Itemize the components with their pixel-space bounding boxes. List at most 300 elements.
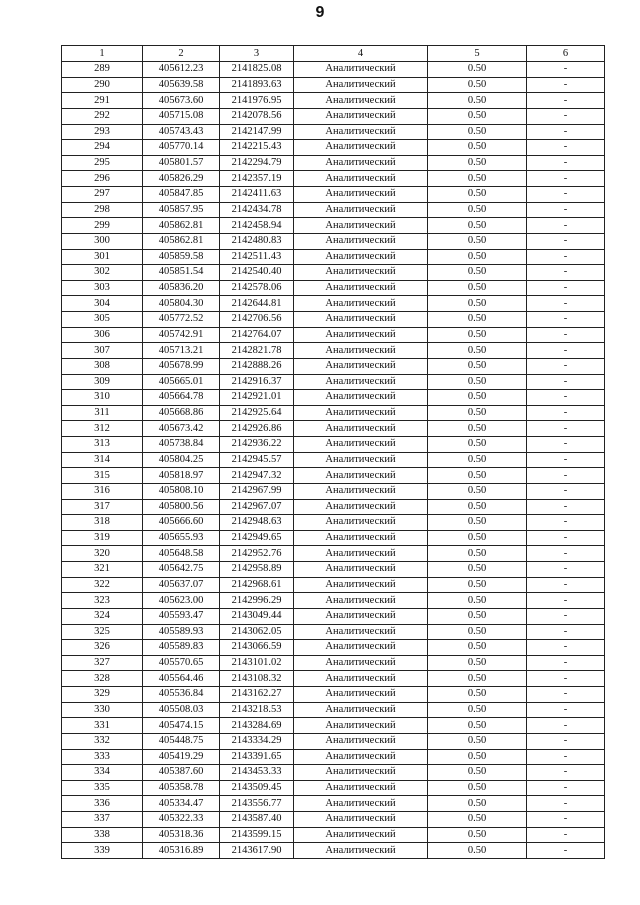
point-number-cell: 309: [62, 374, 143, 390]
table-row: [62, 593, 605, 609]
point-number-cell: 318: [62, 515, 143, 531]
method-cell: Аналитический: [294, 343, 428, 359]
y-coordinate-cell: 2142215.43: [220, 140, 294, 156]
y-coordinate-cell: 2142578.06: [220, 280, 294, 296]
y-coordinate-cell: 2143509.45: [220, 780, 294, 796]
table-row: [62, 796, 605, 812]
method-cell: Аналитический: [294, 421, 428, 437]
table-row: [62, 374, 605, 390]
note-cell: -: [527, 827, 605, 843]
method-cell: Аналитический: [294, 171, 428, 187]
method-cell: Аналитический: [294, 687, 428, 703]
accuracy-cell: 0.50: [428, 577, 527, 593]
x-coordinate-cell: 405612.23: [143, 62, 220, 78]
method-cell: Аналитический: [294, 187, 428, 203]
x-coordinate-cell: 405536.84: [143, 687, 220, 703]
coordinates-table: [61, 45, 605, 859]
x-coordinate-cell: 405826.29: [143, 171, 220, 187]
accuracy-cell: 0.50: [428, 655, 527, 671]
method-cell: Аналитический: [294, 483, 428, 499]
point-number-cell: 338: [62, 827, 143, 843]
note-cell: -: [527, 343, 605, 359]
note-cell: -: [527, 468, 605, 484]
note-cell: -: [527, 280, 605, 296]
table-row: [62, 718, 605, 734]
x-coordinate-cell: 405859.58: [143, 249, 220, 265]
table-row: [62, 562, 605, 578]
y-coordinate-cell: 2142458.94: [220, 218, 294, 234]
table-row: [62, 187, 605, 203]
y-coordinate-cell: 2143218.53: [220, 702, 294, 718]
y-coordinate-cell: 2142996.29: [220, 593, 294, 609]
note-cell: -: [527, 77, 605, 93]
point-number-cell: 316: [62, 483, 143, 499]
table-row: [62, 390, 605, 406]
method-cell: Аналитический: [294, 765, 428, 781]
note-cell: -: [527, 780, 605, 796]
x-coordinate-cell: 405804.25: [143, 452, 220, 468]
note-cell: -: [527, 640, 605, 656]
method-cell: Аналитический: [294, 624, 428, 640]
method-cell: Аналитический: [294, 140, 428, 156]
note-cell: -: [527, 374, 605, 390]
accuracy-cell: 0.50: [428, 405, 527, 421]
table-row: [62, 515, 605, 531]
method-cell: Аналитический: [294, 202, 428, 218]
x-coordinate-cell: 405655.93: [143, 530, 220, 546]
accuracy-cell: 0.50: [428, 608, 527, 624]
x-coordinate-cell: 405593.47: [143, 608, 220, 624]
table-row: [62, 687, 605, 703]
note-cell: -: [527, 796, 605, 812]
x-coordinate-cell: 405589.83: [143, 640, 220, 656]
y-coordinate-cell: 2143066.59: [220, 640, 294, 656]
y-coordinate-cell: 2142925.64: [220, 405, 294, 421]
point-number-cell: 312: [62, 421, 143, 437]
accuracy-cell: 0.50: [428, 374, 527, 390]
point-number-cell: 303: [62, 280, 143, 296]
x-coordinate-cell: 405678.99: [143, 358, 220, 374]
table-row: [62, 155, 605, 171]
note-cell: -: [527, 515, 605, 531]
point-number-cell: 311: [62, 405, 143, 421]
point-number-cell: 310: [62, 390, 143, 406]
point-number-cell: 321: [62, 562, 143, 578]
note-cell: -: [527, 296, 605, 312]
table-row: [62, 358, 605, 374]
x-coordinate-cell: 405358.78: [143, 780, 220, 796]
table-row: [62, 93, 605, 109]
method-cell: Аналитический: [294, 577, 428, 593]
column-header: 6: [527, 46, 605, 62]
note-cell: -: [527, 812, 605, 828]
table-body: [62, 62, 605, 859]
x-coordinate-cell: 405623.00: [143, 593, 220, 609]
point-number-cell: 328: [62, 671, 143, 687]
table-row: [62, 312, 605, 328]
method-cell: Аналитический: [294, 468, 428, 484]
y-coordinate-cell: 2142945.57: [220, 452, 294, 468]
note-cell: -: [527, 327, 605, 343]
point-number-cell: 293: [62, 124, 143, 140]
method-cell: Аналитический: [294, 515, 428, 531]
y-coordinate-cell: 2142480.83: [220, 233, 294, 249]
note-cell: -: [527, 749, 605, 765]
table-row: [62, 749, 605, 765]
column-header: 5: [428, 46, 527, 62]
x-coordinate-cell: 405862.81: [143, 233, 220, 249]
accuracy-cell: 0.50: [428, 702, 527, 718]
table-row: [62, 765, 605, 781]
x-coordinate-cell: 405318.36: [143, 827, 220, 843]
note-cell: -: [527, 358, 605, 374]
x-coordinate-cell: 405738.84: [143, 437, 220, 453]
note-cell: -: [527, 202, 605, 218]
note-cell: -: [527, 265, 605, 281]
point-number-cell: 297: [62, 187, 143, 203]
point-number-cell: 298: [62, 202, 143, 218]
method-cell: Аналитический: [294, 280, 428, 296]
x-coordinate-cell: 405637.07: [143, 577, 220, 593]
note-cell: -: [527, 483, 605, 499]
accuracy-cell: 0.50: [428, 733, 527, 749]
method-cell: Аналитический: [294, 437, 428, 453]
table-row: [62, 640, 605, 656]
x-coordinate-cell: 405801.57: [143, 155, 220, 171]
point-number-cell: 308: [62, 358, 143, 374]
y-coordinate-cell: 2143334.29: [220, 733, 294, 749]
accuracy-cell: 0.50: [428, 780, 527, 796]
note-cell: -: [527, 187, 605, 203]
accuracy-cell: 0.50: [428, 218, 527, 234]
note-cell: -: [527, 843, 605, 859]
note-cell: -: [527, 93, 605, 109]
table-row: [62, 624, 605, 640]
y-coordinate-cell: 2143062.05: [220, 624, 294, 640]
y-coordinate-cell: 2142952.76: [220, 546, 294, 562]
y-coordinate-cell: 2141893.63: [220, 77, 294, 93]
x-coordinate-cell: 405743.43: [143, 124, 220, 140]
table-row: [62, 499, 605, 515]
y-coordinate-cell: 2141976.95: [220, 93, 294, 109]
accuracy-cell: 0.50: [428, 499, 527, 515]
x-coordinate-cell: 405851.54: [143, 265, 220, 281]
y-coordinate-cell: 2142948.63: [220, 515, 294, 531]
y-coordinate-cell: 2142147.99: [220, 124, 294, 140]
table-row: [62, 405, 605, 421]
y-coordinate-cell: 2142706.56: [220, 312, 294, 328]
method-cell: Аналитический: [294, 733, 428, 749]
point-number-cell: 322: [62, 577, 143, 593]
y-coordinate-cell: 2142958.89: [220, 562, 294, 578]
table-row: [62, 812, 605, 828]
y-coordinate-cell: 2143101.02: [220, 655, 294, 671]
note-cell: -: [527, 108, 605, 124]
table-row: [62, 546, 605, 562]
accuracy-cell: 0.50: [428, 671, 527, 687]
x-coordinate-cell: 405836.20: [143, 280, 220, 296]
table-row: [62, 343, 605, 359]
note-cell: -: [527, 546, 605, 562]
column-header: 2: [143, 46, 220, 62]
page-number: 9: [315, 4, 325, 21]
point-number-cell: 295: [62, 155, 143, 171]
accuracy-cell: 0.50: [428, 93, 527, 109]
column-header: 4: [294, 46, 428, 62]
accuracy-cell: 0.50: [428, 421, 527, 437]
accuracy-cell: 0.50: [428, 171, 527, 187]
point-number-cell: 289: [62, 62, 143, 78]
point-number-cell: 334: [62, 765, 143, 781]
accuracy-cell: 0.50: [428, 452, 527, 468]
table-row: [62, 702, 605, 718]
method-cell: Аналитический: [294, 265, 428, 281]
method-cell: Аналитический: [294, 62, 428, 78]
method-cell: Аналитический: [294, 327, 428, 343]
point-number-cell: 336: [62, 796, 143, 812]
note-cell: -: [527, 390, 605, 406]
accuracy-cell: 0.50: [428, 77, 527, 93]
table-row: [62, 296, 605, 312]
x-coordinate-cell: 405808.10: [143, 483, 220, 499]
note-cell: -: [527, 155, 605, 171]
x-coordinate-cell: 405742.91: [143, 327, 220, 343]
accuracy-cell: 0.50: [428, 765, 527, 781]
column-header: 1: [62, 46, 143, 62]
point-number-cell: 313: [62, 437, 143, 453]
y-coordinate-cell: 2143391.65: [220, 749, 294, 765]
method-cell: Аналитический: [294, 671, 428, 687]
method-cell: Аналитический: [294, 312, 428, 328]
x-coordinate-cell: 405639.58: [143, 77, 220, 93]
table-row: [62, 249, 605, 265]
accuracy-cell: 0.50: [428, 233, 527, 249]
accuracy-cell: 0.50: [428, 546, 527, 562]
x-coordinate-cell: 405668.86: [143, 405, 220, 421]
method-cell: Аналитический: [294, 124, 428, 140]
note-cell: -: [527, 405, 605, 421]
accuracy-cell: 0.50: [428, 718, 527, 734]
x-coordinate-cell: 405419.29: [143, 749, 220, 765]
note-cell: -: [527, 608, 605, 624]
point-number-cell: 330: [62, 702, 143, 718]
note-cell: -: [527, 718, 605, 734]
method-cell: Аналитический: [294, 562, 428, 578]
method-cell: Аналитический: [294, 108, 428, 124]
table-row: [62, 327, 605, 343]
method-cell: Аналитический: [294, 358, 428, 374]
point-number-cell: 317: [62, 499, 143, 515]
table-row: [62, 77, 605, 93]
table-row: [62, 780, 605, 796]
table-row: [62, 280, 605, 296]
method-cell: Аналитический: [294, 374, 428, 390]
method-cell: Аналитический: [294, 796, 428, 812]
method-cell: Аналитический: [294, 812, 428, 828]
x-coordinate-cell: 405508.03: [143, 702, 220, 718]
y-coordinate-cell: 2142967.99: [220, 483, 294, 499]
y-coordinate-cell: 2142821.78: [220, 343, 294, 359]
method-cell: Аналитический: [294, 655, 428, 671]
method-cell: Аналитический: [294, 530, 428, 546]
accuracy-cell: 0.50: [428, 187, 527, 203]
y-coordinate-cell: 2141825.08: [220, 62, 294, 78]
accuracy-cell: 0.50: [428, 812, 527, 828]
accuracy-cell: 0.50: [428, 827, 527, 843]
note-cell: -: [527, 437, 605, 453]
x-coordinate-cell: 405666.60: [143, 515, 220, 531]
x-coordinate-cell: 405713.21: [143, 343, 220, 359]
accuracy-cell: 0.50: [428, 155, 527, 171]
accuracy-cell: 0.50: [428, 343, 527, 359]
point-number-cell: 333: [62, 749, 143, 765]
point-number-cell: 323: [62, 593, 143, 609]
note-cell: -: [527, 765, 605, 781]
point-number-cell: 290: [62, 77, 143, 93]
table-row: [62, 608, 605, 624]
note-cell: -: [527, 249, 605, 265]
table-row: [62, 483, 605, 499]
method-cell: Аналитический: [294, 405, 428, 421]
method-cell: Аналитический: [294, 499, 428, 515]
x-coordinate-cell: 405715.08: [143, 108, 220, 124]
accuracy-cell: 0.50: [428, 62, 527, 78]
accuracy-cell: 0.50: [428, 265, 527, 281]
point-number-cell: 331: [62, 718, 143, 734]
note-cell: -: [527, 499, 605, 515]
method-cell: Аналитический: [294, 77, 428, 93]
accuracy-cell: 0.50: [428, 280, 527, 296]
table-row: [62, 577, 605, 593]
accuracy-cell: 0.50: [428, 515, 527, 531]
y-coordinate-cell: 2142888.26: [220, 358, 294, 374]
accuracy-cell: 0.50: [428, 483, 527, 499]
accuracy-cell: 0.50: [428, 593, 527, 609]
x-coordinate-cell: 405665.01: [143, 374, 220, 390]
point-number-cell: 292: [62, 108, 143, 124]
note-cell: -: [527, 124, 605, 140]
accuracy-cell: 0.50: [428, 124, 527, 140]
accuracy-cell: 0.50: [428, 296, 527, 312]
table-row: [62, 62, 605, 78]
y-coordinate-cell: 2142949.65: [220, 530, 294, 546]
accuracy-cell: 0.50: [428, 468, 527, 484]
table-row: [62, 437, 605, 453]
accuracy-cell: 0.50: [428, 327, 527, 343]
point-number-cell: 339: [62, 843, 143, 859]
note-cell: -: [527, 593, 605, 609]
accuracy-cell: 0.50: [428, 140, 527, 156]
x-coordinate-cell: 405316.89: [143, 843, 220, 859]
point-number-cell: 324: [62, 608, 143, 624]
note-cell: -: [527, 530, 605, 546]
y-coordinate-cell: 2143049.44: [220, 608, 294, 624]
y-coordinate-cell: 2142926.86: [220, 421, 294, 437]
y-coordinate-cell: 2143453.33: [220, 765, 294, 781]
point-number-cell: 329: [62, 687, 143, 703]
method-cell: Аналитический: [294, 593, 428, 609]
accuracy-cell: 0.50: [428, 530, 527, 546]
x-coordinate-cell: 405570.65: [143, 655, 220, 671]
point-number-cell: 300: [62, 233, 143, 249]
note-cell: -: [527, 624, 605, 640]
y-coordinate-cell: 2143617.90: [220, 843, 294, 859]
table-row: [62, 468, 605, 484]
note-cell: -: [527, 452, 605, 468]
x-coordinate-cell: 405589.93: [143, 624, 220, 640]
point-number-cell: 335: [62, 780, 143, 796]
y-coordinate-cell: 2142764.07: [220, 327, 294, 343]
y-coordinate-cell: 2143556.77: [220, 796, 294, 812]
table-row: [62, 124, 605, 140]
table-row: [62, 108, 605, 124]
method-cell: Аналитический: [294, 702, 428, 718]
accuracy-cell: 0.50: [428, 843, 527, 859]
table-row: [62, 671, 605, 687]
y-coordinate-cell: 2142967.07: [220, 499, 294, 515]
point-number-cell: 327: [62, 655, 143, 671]
accuracy-cell: 0.50: [428, 249, 527, 265]
note-cell: -: [527, 655, 605, 671]
x-coordinate-cell: 405648.58: [143, 546, 220, 562]
y-coordinate-cell: 2142540.40: [220, 265, 294, 281]
accuracy-cell: 0.50: [428, 390, 527, 406]
table-row: [62, 171, 605, 187]
table-row: [62, 530, 605, 546]
method-cell: Аналитический: [294, 249, 428, 265]
point-number-cell: 319: [62, 530, 143, 546]
x-coordinate-cell: 405642.75: [143, 562, 220, 578]
y-coordinate-cell: 2142078.56: [220, 108, 294, 124]
method-cell: Аналитический: [294, 608, 428, 624]
method-cell: Аналитический: [294, 155, 428, 171]
method-cell: Аналитический: [294, 780, 428, 796]
y-coordinate-cell: 2142511.43: [220, 249, 294, 265]
point-number-cell: 305: [62, 312, 143, 328]
method-cell: Аналитический: [294, 296, 428, 312]
x-coordinate-cell: 405847.85: [143, 187, 220, 203]
point-number-cell: 337: [62, 812, 143, 828]
note-cell: -: [527, 62, 605, 78]
point-number-cell: 314: [62, 452, 143, 468]
x-coordinate-cell: 405673.60: [143, 93, 220, 109]
x-coordinate-cell: 405800.56: [143, 499, 220, 515]
x-coordinate-cell: 405564.46: [143, 671, 220, 687]
point-number-cell: 307: [62, 343, 143, 359]
x-coordinate-cell: 405804.30: [143, 296, 220, 312]
point-number-cell: 296: [62, 171, 143, 187]
point-number-cell: 326: [62, 640, 143, 656]
method-cell: Аналитический: [294, 390, 428, 406]
method-cell: Аналитический: [294, 546, 428, 562]
y-coordinate-cell: 2142434.78: [220, 202, 294, 218]
method-cell: Аналитический: [294, 718, 428, 734]
method-cell: Аналитический: [294, 452, 428, 468]
y-coordinate-cell: 2142968.61: [220, 577, 294, 593]
table-row: [62, 233, 605, 249]
table-row: [62, 265, 605, 281]
y-coordinate-cell: 2142921.01: [220, 390, 294, 406]
point-number-cell: 301: [62, 249, 143, 265]
y-coordinate-cell: 2143587.40: [220, 812, 294, 828]
point-number-cell: 306: [62, 327, 143, 343]
point-number-cell: 294: [62, 140, 143, 156]
method-cell: Аналитический: [294, 93, 428, 109]
table-row: [62, 452, 605, 468]
note-cell: -: [527, 421, 605, 437]
accuracy-cell: 0.50: [428, 687, 527, 703]
accuracy-cell: 0.50: [428, 312, 527, 328]
